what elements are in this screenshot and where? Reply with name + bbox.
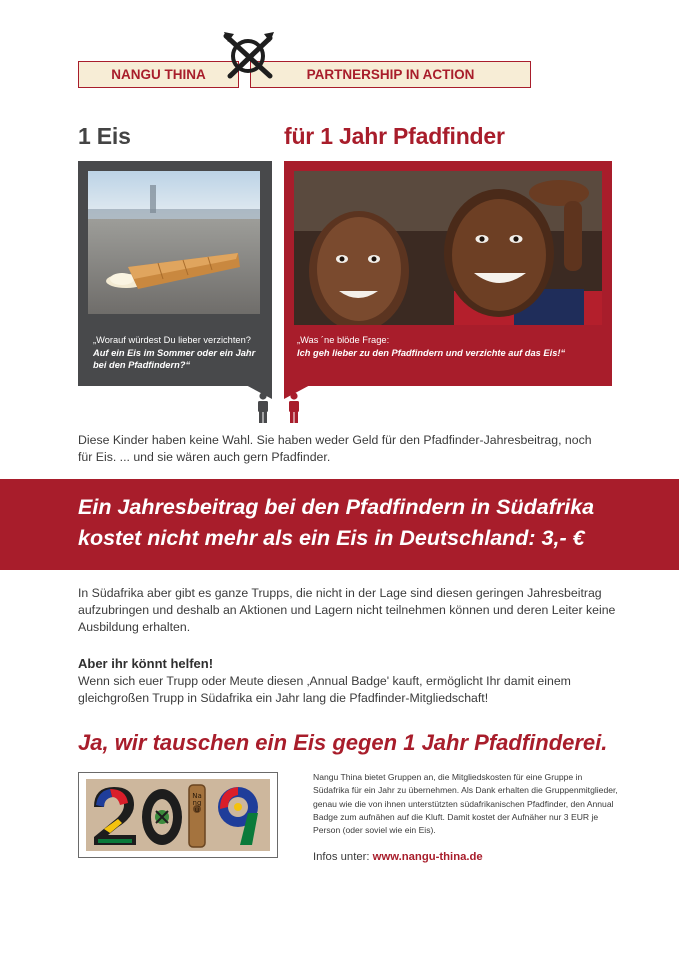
info-prefix: Infos unter:	[313, 851, 370, 863]
header-right-label: PARTNERSHIP IN ACTION	[306, 67, 475, 82]
quote-left	[93, 334, 268, 372]
person-grey-icon	[256, 392, 270, 424]
quote-right-question: „Was ´ne blöde Frage:	[297, 335, 390, 345]
header-left-box	[78, 61, 239, 88]
header-right-box	[250, 61, 531, 88]
badge-paragraph: Wenn sich euer Trupp oder Meute diesen ‚Annual Badge' kauft, ermöglicht Ihr damit einem gleichgroßen Trupp in Südafrika ein Jahr lang die Pfadfinder-Mitgliedschaft!	[78, 674, 571, 705]
quote-right	[297, 334, 607, 359]
annual-badge-2019	[86, 779, 270, 851]
title-one-year-scouts: für 1 Jahr Pfadfinder	[284, 123, 505, 149]
badge-flag-art-icon	[86, 779, 270, 851]
title-one-ice: 1 Eis	[78, 123, 131, 149]
quote-left-emphasis: Auf ein Eis im Sommer oder ein Jahr bei den Pfadfindern?“	[93, 347, 256, 371]
intro-text: Diese Kinder haben keine Wahl. Sie haben weder Geld für den Pfadfinder-Jahresbeitrag, noch für Eis. ... und sie wären auch gern Pfadfinder.	[78, 433, 592, 464]
quote-right-emphasis: Ich geh lieber zu den Pfadfindern und verzichte auf das Eis!“	[297, 347, 566, 358]
website-link[interactable]: www.nangu-thina.de	[372, 851, 483, 863]
help-heading: Aber ihr könnt helfen!	[78, 656, 214, 671]
nangu-thina-info: Nangu Thina bietet Gruppen an, die Mitgliedskosten für eine Gruppe in Südafrika für ein Jahr zu übernehmen. Als Dank erhalten die Gruppenmitglieder, genau wie die von ihnen unterstützten südafrikanischen Pfadfinder, den Annual Badge zum aufnähen auf die Kluft. Damit kostet der Aufnäher nur 3 EUR je Person (oder soviel wie ein Eis).	[313, 772, 618, 836]
smiling-kids-photo	[294, 171, 602, 325]
quote-left-question: „Worauf würdest Du lieber verzichten?	[93, 335, 251, 345]
troops-paragraph: In Südafrika aber gibt es ganze Trupps, die nicht in der Lage sind diesen geringen Jahresbeitrag aufzubringen und deshalb an Aktionen und Lagern nicht teilnehmen können und deren Leiter keine Ausbildung erhalten.	[78, 586, 616, 634]
crossed-sticks-logo-icon	[220, 30, 276, 80]
header-left-label: NANGU THINA	[111, 67, 206, 82]
dropped-ice-cream-photo	[88, 171, 260, 314]
badge-stick-text: Nangu	[192, 792, 202, 814]
slogan: Ja, wir tauschen ein Eis gegen 1 Jahr Pfadfinderei.	[78, 730, 608, 755]
price-banner-text	[78, 492, 668, 554]
info-line	[313, 851, 483, 863]
price-banner-line1: Ein Jahresbeitrag bei den Pfadfindern in Südafrika	[78, 495, 595, 519]
person-red-icon	[287, 392, 301, 424]
price-banner-line2: kostet nicht mehr als ein Eis in Deutschland: 3,- €	[78, 526, 585, 550]
